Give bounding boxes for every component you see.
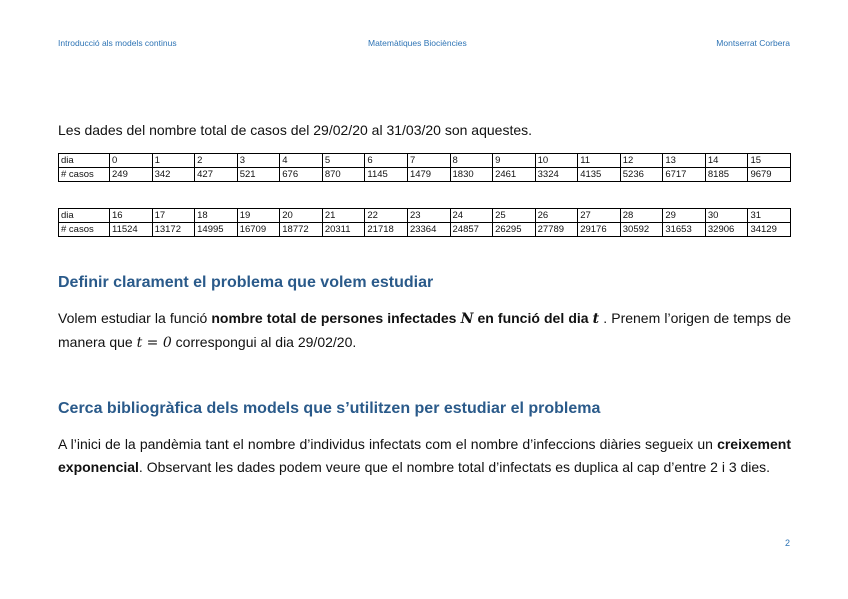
day-cell: 15: [748, 154, 791, 168]
day-cell: 24: [450, 209, 493, 223]
cases-cell: 1830: [450, 168, 493, 182]
day-cell: 14: [705, 154, 748, 168]
table-row: [59, 223, 791, 237]
day-cell: 25: [493, 209, 536, 223]
cases-cell: 20311: [322, 223, 365, 237]
cases-cell: 26295: [493, 223, 536, 237]
day-cell: 9: [493, 154, 536, 168]
day-cell: 22: [365, 209, 408, 223]
section-heading-cerca: Cerca bibliogràfica dels models que s’utilitzen per estudiar el problema: [58, 400, 601, 417]
cases-cell: 34129: [748, 223, 791, 237]
cases-table-2: [58, 208, 791, 237]
day-cell: 3: [237, 154, 280, 168]
day-cell: 30: [705, 209, 748, 223]
day-cell: 7: [407, 154, 450, 168]
day-cell: 5: [322, 154, 365, 168]
day-cell: 12: [620, 154, 663, 168]
bold-text: creixement exponencial: [58, 436, 791, 475]
day-cell: 1: [152, 154, 195, 168]
cases-cell: 9679: [748, 168, 791, 182]
cases-cell: 13172: [152, 223, 195, 237]
table-row: [59, 209, 791, 223]
cases-cell: 676: [280, 168, 323, 182]
cases-cell: 31653: [663, 223, 706, 237]
cases-cell: 1479: [407, 168, 450, 182]
cases-cell: 2461: [493, 168, 536, 182]
day-cell: 6: [365, 154, 408, 168]
row-label: dia: [59, 154, 110, 168]
cases-cell: 870: [322, 168, 365, 182]
intro-text: Les dades del nombre total de casos del 29/02/20 al 31/03/20 son aquestes.: [58, 122, 533, 138]
text-run: . Prenem l’origen de temps de manera que: [58, 310, 792, 350]
day-cell: 0: [110, 154, 153, 168]
variable-n: N: [460, 311, 474, 327]
section-heading-definir: Definir clarament el problema que volem estudiar: [58, 274, 434, 291]
row-label: # casos: [59, 223, 110, 237]
row-label: dia: [59, 209, 110, 223]
day-cell: 18: [195, 209, 238, 223]
day-cell: 27: [578, 209, 621, 223]
text-run: . Observant les dades podem veure que el nombre total d’infectats es duplica al cap d’entre 2 i 3 dies.: [138, 459, 771, 475]
text-run: Volem estudiar la funció: [58, 310, 212, 326]
cases-cell: 16709: [237, 223, 280, 237]
text-run: A l’inici de la pandèmia tant el nombre d’individus infectats com el nombre d’infeccions diàries segueix un: [58, 436, 718, 452]
cases-cell: 27789: [535, 223, 578, 237]
bold-text: nombre total de persones infectades: [211, 310, 457, 326]
cases-cell: 521: [237, 168, 280, 182]
day-cell: 21: [322, 209, 365, 223]
table-row: [59, 168, 791, 182]
header-center: Matemàtiques Biociències: [368, 38, 467, 48]
cases-cell: 14995: [195, 223, 238, 237]
cases-cell: 24857: [450, 223, 493, 237]
day-cell: 2: [195, 154, 238, 168]
cases-cell: 342: [152, 168, 195, 182]
paragraph-definir: [58, 307, 791, 355]
day-cell: 31: [748, 209, 791, 223]
day-cell: 4: [280, 154, 323, 168]
day-cell: 26: [535, 209, 578, 223]
table-row: [59, 154, 791, 168]
equation: t = 0: [136, 335, 172, 351]
day-cell: 16: [110, 209, 153, 223]
day-cell: 11: [578, 154, 621, 168]
day-cell: 10: [535, 154, 578, 168]
paragraph-cerca: [58, 433, 791, 479]
cases-cell: 427: [195, 168, 238, 182]
day-cell: 8: [450, 154, 493, 168]
day-cell: 29: [663, 209, 706, 223]
cases-cell: 3324: [535, 168, 578, 182]
day-cell: 23: [407, 209, 450, 223]
day-cell: 17: [152, 209, 195, 223]
text-run: correspongui al dia 29/02/20.: [175, 334, 357, 350]
cases-cell: 11524: [110, 223, 153, 237]
header-left: Introducció als models continus: [58, 38, 177, 48]
page-number: 2: [784, 538, 790, 548]
header-right: Montserrat Corbera: [716, 38, 790, 48]
cases-table-1: [58, 153, 791, 182]
cases-cell: 18772: [280, 223, 323, 237]
cases-cell: 23364: [407, 223, 450, 237]
day-cell: 19: [237, 209, 280, 223]
cases-cell: 5236: [620, 168, 663, 182]
cases-cell: 21718: [365, 223, 408, 237]
variable-t: t: [592, 311, 600, 327]
cases-cell: 30592: [620, 223, 663, 237]
bold-text: en funció del dia: [477, 310, 589, 326]
day-cell: 28: [620, 209, 663, 223]
day-cell: 13: [663, 154, 706, 168]
cases-cell: 8185: [705, 168, 748, 182]
cases-cell: 4135: [578, 168, 621, 182]
cases-cell: 32906: [705, 223, 748, 237]
cases-cell: 6717: [663, 168, 706, 182]
cases-cell: 1145: [365, 168, 408, 182]
day-cell: 20: [280, 209, 323, 223]
cases-cell: 249: [110, 168, 153, 182]
row-label: # casos: [59, 168, 110, 182]
cases-cell: 29176: [578, 223, 621, 237]
